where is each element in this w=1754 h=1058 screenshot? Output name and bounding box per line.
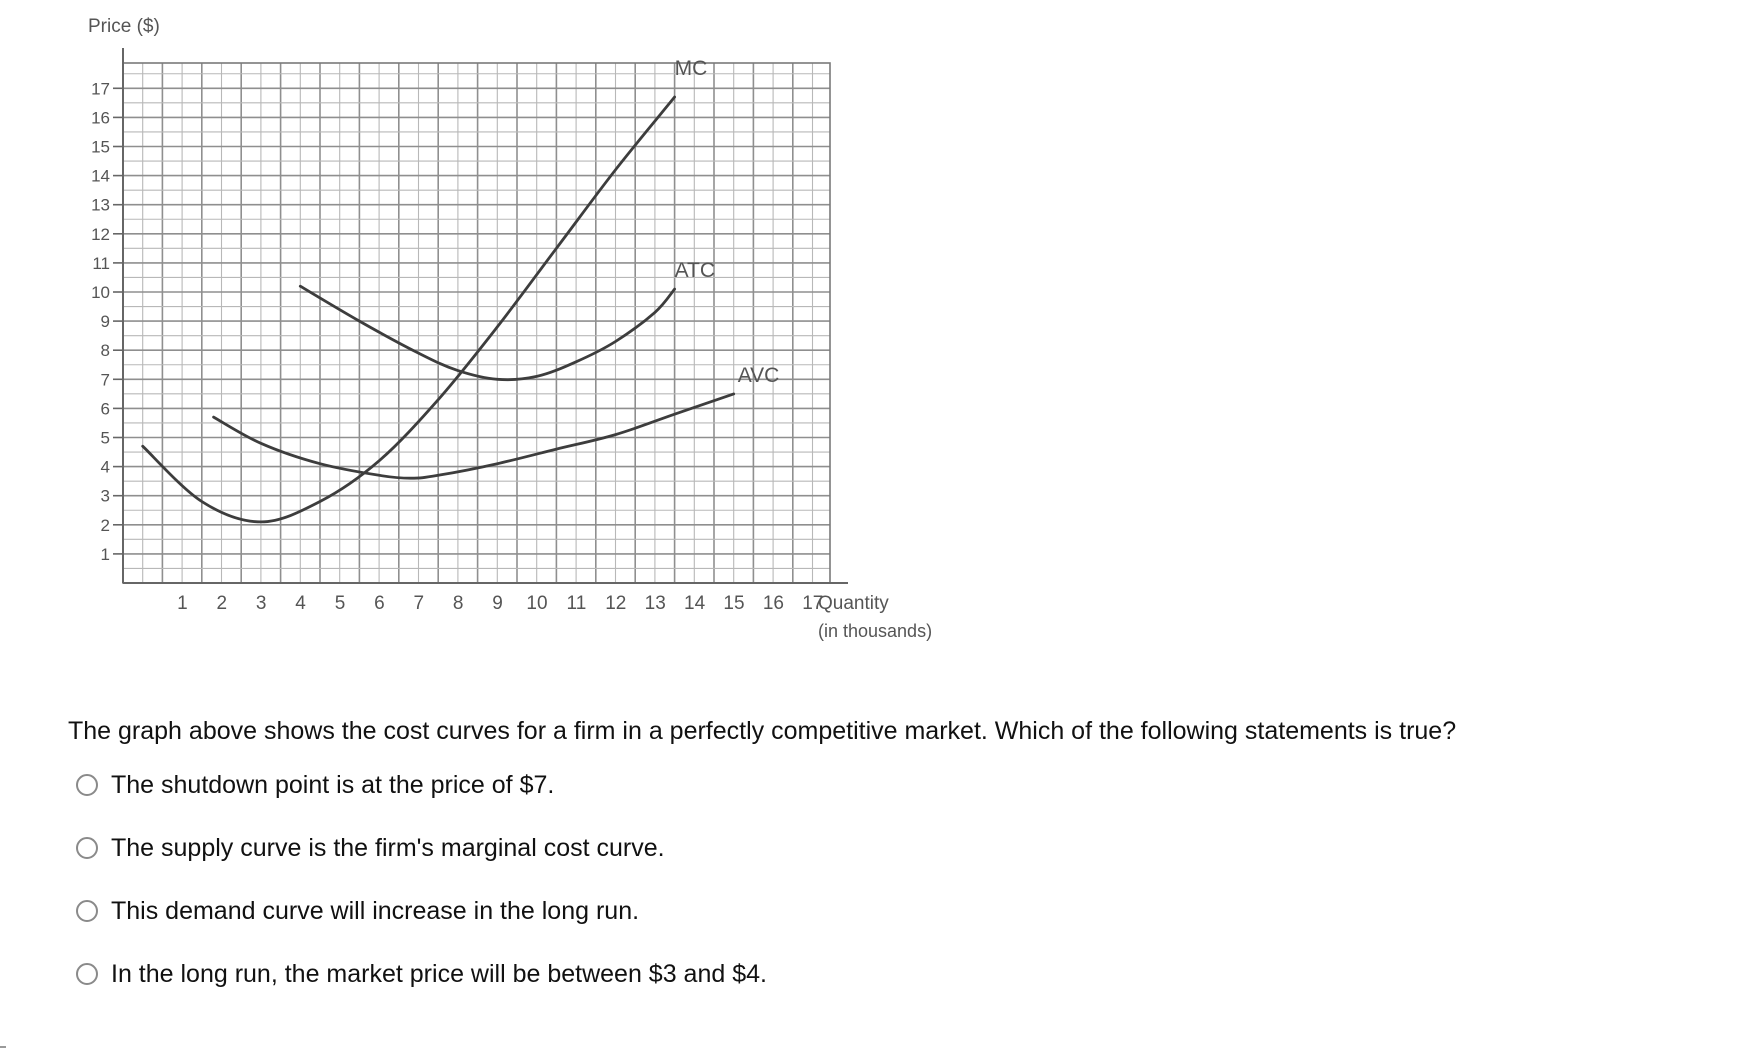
x-tick-label: 15 [723,593,745,614]
x-tick-label: 7 [413,593,425,614]
y-tick-label: 11 [92,253,110,273]
chart-axes [113,48,848,583]
x-tick-label: 12 [605,593,627,614]
y-tick-label: 4 [100,457,110,477]
avc-label: AVC [737,363,780,387]
x-tick-label: 1 [177,593,188,614]
answer-option-3[interactable] [76,896,767,926]
x-tick-label: 9 [492,593,503,614]
atc-label: ATC [674,259,716,283]
chart-grid [123,63,830,583]
x-tick-label: 16 [762,593,784,614]
answer-option-label: In the long run, the market price will be between $3 and $4. [111,960,767,988]
y-tick-label: 10 [91,283,110,302]
edge-divider [0,1046,6,1048]
y-tick-label: 1 [100,544,110,564]
y-tick-label: 14 [91,166,110,186]
y-tick-label: 13 [91,195,110,215]
radio-button-icon[interactable] [76,837,98,859]
x-tick-label: 4 [295,593,306,614]
y-tick-label: 17 [91,79,110,99]
y-tick-label: 2 [100,515,110,535]
y-tick-label: 15 [91,137,110,157]
x-axis-subtitle: (in thousands) [818,621,933,641]
atc-curve [300,286,674,379]
radio-button-icon[interactable] [76,774,98,796]
x-tick-label: 10 [526,593,548,614]
chart-labels [88,16,932,641]
y-tick-label: 16 [91,108,110,128]
answer-option-4[interactable] [76,959,767,989]
radio-button-icon[interactable] [76,900,98,922]
answer-option-label: The supply curve is the firm's marginal cost curve. [111,834,665,862]
answer-option-label: This demand curve will increase in the long run. [111,897,640,925]
x-tick-label: 3 [255,593,267,614]
answer-option-label: The shutdown point is at the price of $7. [111,771,555,799]
x-tick-label: 5 [334,593,346,614]
x-tick-label: 13 [644,593,666,614]
x-tick-label: 11 [566,593,587,614]
mc-label: MC [674,57,708,81]
x-tick-label: 14 [684,593,706,614]
x-tick-label: 8 [452,593,464,614]
question-prompt: The graph above shows the cost curves for a firm in a perfectly competitive market. Which of the following statements is true? [68,717,1457,745]
x-tick-label: 17 [802,593,824,614]
x-axis-title: Quantity [818,593,889,614]
y-tick-label: 5 [100,428,110,448]
avc-curve [214,394,734,478]
x-tick-label: 2 [216,593,228,614]
y-tick-label: 7 [100,370,110,390]
x-tick-label: 6 [374,593,385,614]
y-axis-title: Price ($) [88,16,160,37]
y-tick-label: 8 [100,341,110,361]
y-tick-label: 3 [100,486,110,506]
answer-options [76,770,767,1022]
answer-option-1[interactable] [76,770,767,800]
y-tick-label: 12 [91,224,110,244]
radio-button-icon[interactable] [76,963,98,985]
answer-option-2[interactable] [76,833,767,863]
y-tick-label: 6 [100,399,110,419]
plot-frame [123,63,830,583]
y-tick-label: 9 [100,312,110,332]
